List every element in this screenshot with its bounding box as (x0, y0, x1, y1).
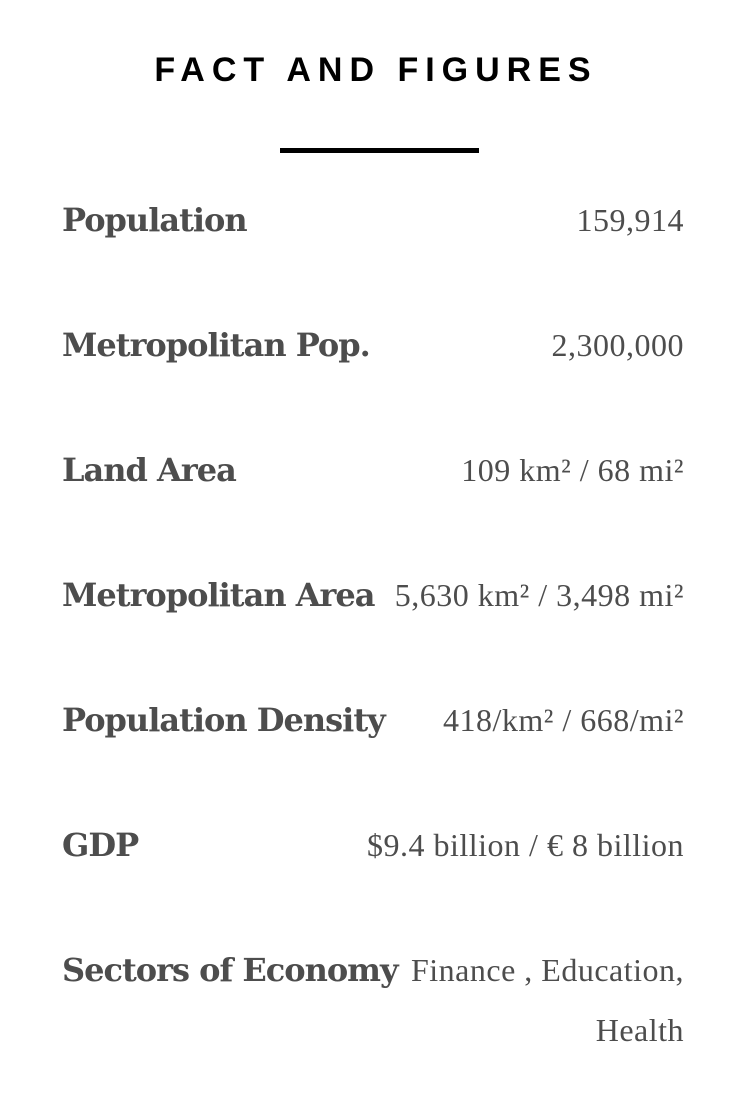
fact-row-population-density (62, 690, 684, 815)
facts-list (62, 190, 684, 1065)
fact-label: Metropolitan Area (62, 576, 375, 614)
fact-label: Population (62, 201, 247, 239)
fact-label: Population Density (62, 701, 385, 739)
fact-label: GDP (62, 826, 139, 864)
fact-row-gdp (62, 815, 684, 940)
fact-label: Sectors of Economy (62, 951, 398, 989)
fact-value: $9.4 billion / € 8 billion (366, 827, 684, 863)
fact-row-sectors-of-economy (62, 940, 684, 1065)
fact-value: 418/km² / 668/mi² (442, 702, 684, 738)
fact-value: 2,300,000 (551, 327, 684, 363)
fact-value: Finance , Education, Health (410, 952, 684, 1048)
fact-row-land-area (62, 440, 684, 565)
section-heading: FACT AND FIGURES (154, 51, 598, 89)
heading-divider (280, 148, 479, 153)
fact-row-population (62, 190, 684, 315)
fact-label: Land Area (62, 451, 236, 489)
fact-value: 5,630 km² / 3,498 mi² (394, 577, 684, 613)
fact-value: 109 km² / 68 mi² (461, 452, 684, 488)
fact-row-metropolitan-pop (62, 315, 684, 440)
fact-label: Metropolitan Pop. (62, 326, 370, 364)
fact-value: 159,914 (576, 202, 684, 238)
fact-row-metropolitan-area (62, 565, 684, 690)
